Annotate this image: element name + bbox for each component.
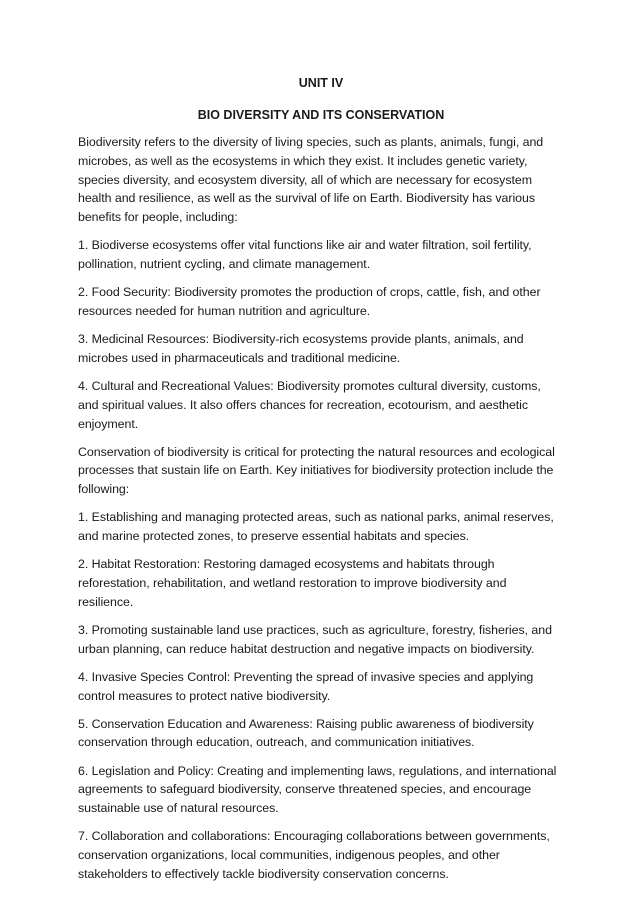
paragraph-benefit-4: 4. Cultural and Recreational Values: Biodiversity promotes cultural diversity, customs, and spiritual values. It also offers chances for recreation, ecotourism, and aesthetic enjoyment. [78, 378, 541, 431]
paragraph-initiative-4: 4. Invasive Species Control: Preventing the spread of invasive species and applying control measures to protect native biodiversity. [78, 669, 534, 703]
paragraph-benefit-1: 1. Biodiverse ecosystems offer vital functions like air and water filtration, soil fertility, pollination, nutrient cycling, and climate management. [78, 238, 532, 272]
paragraph-initiative-6: 6. Legislation and Policy: Creating and implementing laws, regulations, and international agreements to safeguard biodiversity, conserve threatened species, and encourage sustainable use of natural resources. [78, 763, 557, 816]
unit-heading: UNIT IV [298, 76, 344, 90]
paragraph-conservation-intro: Conservation of biodiversity is critical for protecting the natural resources and ecological processes that sustain life on Earth. Key initiatives for biodiversity protection include the following: [78, 444, 555, 497]
paragraph-initiative-2: 2. Habitat Restoration: Restoring damaged ecosystems and habitats through reforestation, rehabilitation, and wetland restoration to improve biodiversity and resilience. [78, 557, 507, 609]
paragraph-initiative-5: 5. Conservation Education and Awareness: Raising public awareness of biodiversity conservation through education, outreach, and communication initiatives. [78, 716, 534, 750]
paragraph-initiative-3: 3. Promoting sustainable land use practices, such as agriculture, forestry, fisheries, and urban planning, can reduce habitat destruction and negative impacts on biodiversity. [78, 622, 552, 656]
paragraph-intro: Biodiversity refers to the diversity of living species, such as plants, animals, fungi, and microbes, as well as the ecosystems in which they exist. It includes genetic variety, species diversity, and ecosystem diversity, all of which are necessary for ecosystem health and resilience, as well as the survival of life on Earth. Biodiversity has various benefits for people, including: [78, 135, 544, 225]
document-body [78, 74, 564, 893]
paragraph-benefit-2: 2. Food Security: Biodiversity promotes the production of crops, cattle, fish, and other resources needed for human nutrition and agriculture. [78, 285, 541, 318]
paragraph-initiative-1: 1. Establishing and managing protected areas, such as national parks, animal reserves, and marine protected zones, to preserve essential habitats and species. [78, 510, 554, 544]
document-title: BIO DIVERSITY AND ITS CONSERVATION [197, 108, 445, 122]
paragraph-initiative-7: 7. Collaboration and collaborations: Encouraging collaborations between governments, conservation organizations, local communities, indigenous peoples, and other stakeholders to effectively tackle biodiversity conservation concerns. [78, 829, 550, 881]
paragraph-benefit-3: 3. Medicinal Resources: Biodiversity-rich ecosystems provide plants, animals, and microbes used in pharmaceuticals and traditional medicine. [78, 332, 524, 365]
